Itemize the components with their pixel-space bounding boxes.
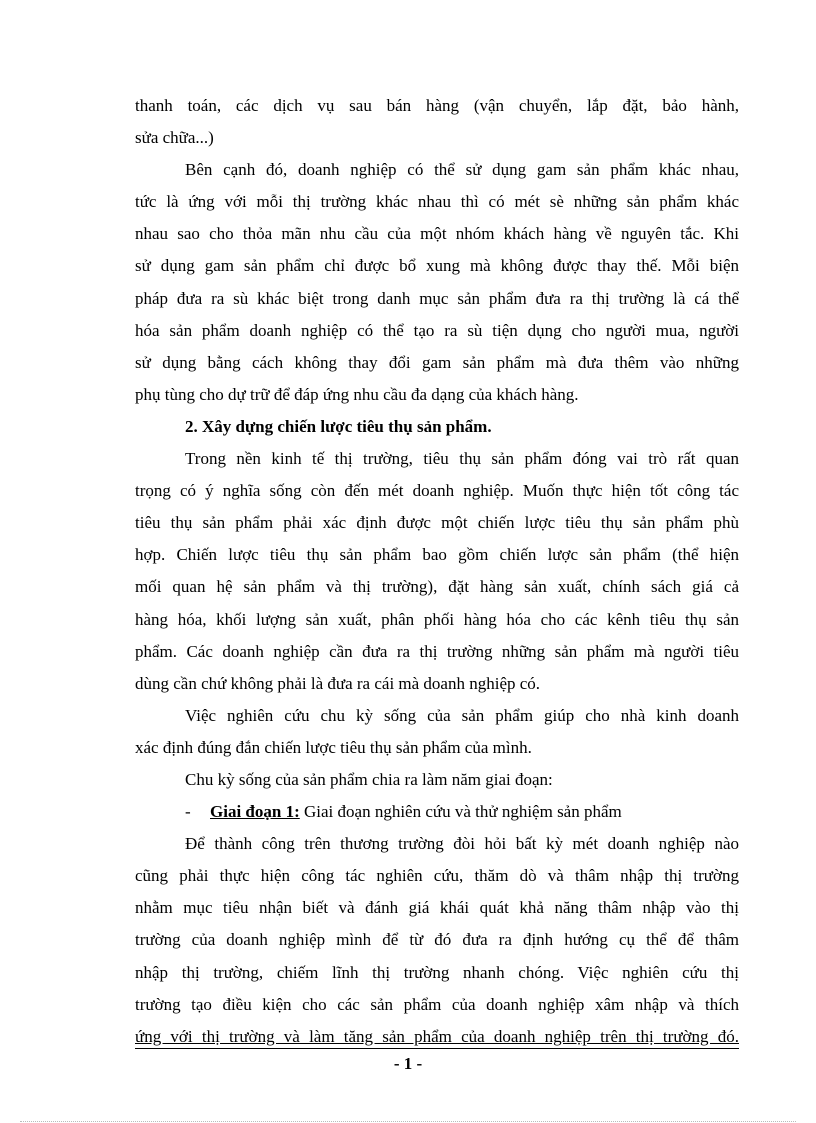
text-line: nhau sao cho thỏa mãn nhu cầu của một nhóm khách hàng về nguyên tắc. Khi xyxy=(135,224,739,244)
stage-label: Giai đoạn 1: xyxy=(210,802,300,822)
text-line: trường của doanh nghiệp mình để từ đó đưa ra định hướng cụ thể để thâm xyxy=(135,930,739,950)
footer-rule xyxy=(135,1048,739,1049)
text-line: trường tạo điều kiện cho các sản phẩm của doanh nghiệp xâm nhập và thích xyxy=(135,994,739,1014)
text-line: xác định đúng đắn chiến lược tiêu thụ sản phẩm của mình. xyxy=(135,737,532,757)
text-line: hàng hóa, khối lượng sản xuất, phân phối hàng hóa cho các kênh tiêu thụ sản xyxy=(135,609,739,629)
text-line: sử dụng gam sản phẩm chỉ được bổ xung mà không được thay thế. Mỗi biện xyxy=(135,256,739,276)
page-bottom-border xyxy=(20,1121,796,1122)
page-number: - 1 - xyxy=(393,1054,423,1073)
bullet-dash: - xyxy=(185,802,191,822)
bullet-item xyxy=(135,796,739,828)
stage-text: Giai đoạn nghiên cứu và thử nghiệm sản phẩm xyxy=(299,802,622,822)
text-line: tức là ứng với mỗi thị trường khác nhau thì có mét sè những sản phẩm khác xyxy=(135,192,739,212)
text-line: thanh toán, các dịch vụ sau bán hàng (vận chuyển, lắp đặt, bảo hành, xyxy=(135,96,739,115)
text-line: pháp đưa ra sù khác biệt trong danh mục sản phẩm đưa ra thị trường là cá thể xyxy=(135,288,739,308)
paragraph-start: Việc nghiên cứu chu kỳ sống của sản phẩm giúp cho nhà kinh doanh xyxy=(185,705,739,725)
paragraph-start: Bên cạnh đó, doanh nghiệp có thể sử dụng gam sản phẩm khác nhau, xyxy=(185,160,739,180)
paragraph-start: Trong nền kinh tế thị trường, tiêu thụ sản phẩm đóng vai trò rất quan xyxy=(185,449,739,469)
text-line: nhập thị trường, chiếm lĩnh thị trường nhanh chóng. Việc nghiên cứu thị xyxy=(135,962,739,982)
paragraph-start: Chu kỳ sống của sản phẩm chia ra làm năm giai đoạn: xyxy=(185,769,553,789)
text-line: phụ tùng cho dự trữ để đáp ứng nhu cầu đa dạng của khách hàng. xyxy=(135,384,579,404)
text-line: nhằm mục tiêu nhận biết và đánh giá khái quát khả năng thâm nhập vào thị xyxy=(135,898,739,918)
text-line: dùng cần chứ không phải là đưa ra cái mà doanh nghiệp có. xyxy=(135,673,541,693)
text-line: tiêu thụ sản phẩm phải xác định được một chiến lược tiêu thụ sản phẩm phù xyxy=(135,513,739,533)
paragraph-start: Để thành công trên thương trường đòi hỏi bất kỳ mét doanh nghiệp nào xyxy=(185,834,739,854)
text-line: phẩm. Các doanh nghiệp cần đưa ra thị trường những sản phẩm mà người tiêu xyxy=(135,641,739,661)
text-line-last: ứng với thị trường và làm tăng sản phẩm của doanh nghiệp trên thị trường đó. xyxy=(135,1026,739,1046)
text-line: sửa chữa...) xyxy=(135,128,214,148)
text-line: hóa sản phẩm doanh nghiệp có thể tạo ra sù tiện dụng cho người mua, người xyxy=(135,320,739,340)
page-body xyxy=(135,90,739,1053)
text-line: trọng có ý nghĩa sống còn đến mét doanh nghiệp. Muốn thực hiện tốt công tác xyxy=(135,481,739,501)
text-line: cũng phải thực hiện công tác nghiên cứu, thăm dò và thâm nhập thị trường xyxy=(135,866,739,886)
text-line: sử dụng bằng cách không thay đổi gam sản phẩm mà đưa thêm vào những xyxy=(135,352,739,372)
section-heading: 2. Xây dựng chiến lược tiêu thụ sản phẩm. xyxy=(185,416,492,436)
text-line: mối quan hệ sản phẩm và thị trường), đặt hàng sản xuất, chính sách giá cả xyxy=(135,577,739,597)
text-line: hợp. Chiến lược tiêu thụ sản phẩm bao gồm chiến lược sản phẩm (thể hiện xyxy=(135,545,739,565)
